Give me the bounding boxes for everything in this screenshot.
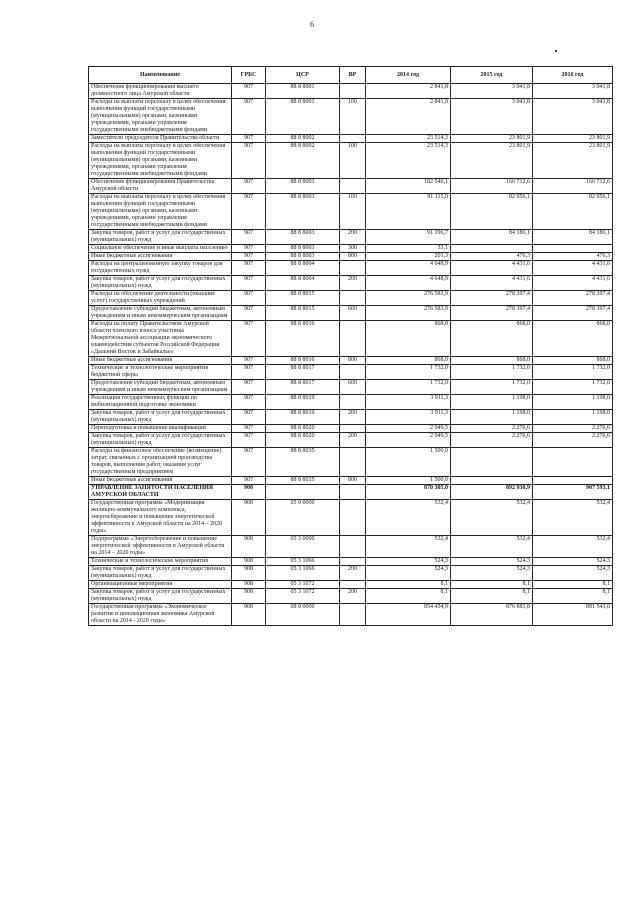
cell-y2016: 82 056,1 — [533, 194, 613, 230]
cell-name: Государственная программа «Модернизация жилищно-коммунального комплекса, энергосбережение и повышение энергетической эффективности в Амурской области на 2014 – 2020 годы» — [89, 500, 232, 536]
cell-csr: 05 3 0000 — [266, 536, 340, 558]
cell-name: Обеспечение функционирования высшего должностного лица Амурской области — [89, 84, 232, 99]
cell-csr: 88 8 8016 — [266, 321, 340, 357]
cell-y2015: 278 397,4 — [451, 291, 533, 306]
cell-y2016: 1 198,0 — [533, 410, 613, 425]
table-row — [89, 194, 613, 230]
cell-y2014: 2 841,8 — [366, 84, 451, 99]
cell-y2014: 532,4 — [366, 500, 451, 536]
cell-y2016: 1 732,0 — [533, 365, 613, 380]
cell-vr — [340, 84, 366, 99]
cell-grbs: 908 — [232, 589, 266, 604]
cell-y2016: 3 041,8 — [533, 99, 613, 135]
cell-name: Закупка товаров, работ и услуг для государственных (муниципальных) нужд — [89, 589, 232, 604]
cell-y2014: 870 305,0 — [366, 485, 451, 500]
cell-y2015: 524,3 — [451, 558, 533, 566]
cell-y2016: 868,0 — [533, 357, 613, 365]
cell-csr: 88 8 8003 — [266, 253, 340, 261]
table-row — [89, 433, 613, 448]
cell-y2015: 1 732,0 — [451, 380, 533, 395]
cell-y2014: 532,4 — [366, 536, 451, 558]
cell-name: Заместители председателя Правительства области — [89, 135, 232, 143]
cell-name: Расходы на централизованную закупку товаров для государственных нужд — [89, 261, 232, 276]
table-row — [89, 230, 613, 245]
table-row — [89, 558, 613, 566]
cell-y2016: 1 732,0 — [533, 380, 613, 395]
cell-y2014: 276 583,9 — [366, 291, 451, 306]
cell-y2014: 1 500,0 — [366, 448, 451, 477]
cell-vr: 800 — [340, 253, 366, 261]
cell-y2016: 8,1 — [533, 581, 613, 589]
cell-vr: 200 — [340, 276, 366, 291]
cell-grbs: 907 — [232, 230, 266, 245]
cell-y2014: 854 454,9 — [366, 604, 451, 626]
cell-y2016: 524,3 — [533, 566, 613, 581]
cell-vr — [340, 291, 366, 306]
budget-table — [88, 66, 613, 626]
cell-y2015: 532,4 — [451, 500, 533, 536]
header-name: Наименование — [89, 67, 232, 84]
cell-y2015: 23 801,9 — [451, 135, 533, 143]
cell-vr — [340, 485, 366, 500]
table-row — [89, 99, 613, 135]
cell-vr: 200 — [340, 566, 366, 581]
cell-vr: 200 — [340, 410, 366, 425]
cell-name: Закупка товаров, работ и услуг для государственных (муниципальных) нужд — [89, 230, 232, 245]
cell-y2016: 4 431,6 — [533, 261, 613, 276]
cell-name: Расходы на выплаты персоналу в целях обеспечения выполнения функций государственными (муниципальными) органами, казенными учреждениями, органами управления государственными внебюджетными фондами — [89, 143, 232, 179]
cell-grbs: 908 — [232, 604, 266, 626]
cell-y2015: 476,3 — [451, 253, 533, 261]
cell-y2016: 532,4 — [533, 500, 613, 536]
table-row — [89, 589, 613, 604]
table-row — [89, 410, 613, 425]
cell-name: Расходы на выплаты персоналу в целях обеспечения выполнения функций государственными (муниципальными) органами, казенными учреждениями, органами управления государственными внебюджетными фондами — [89, 99, 232, 135]
cell-name: Реализация государственных функций по мобилизационной подготовке экономики — [89, 395, 232, 410]
cell-grbs: 907 — [232, 143, 266, 179]
cell-name: Иные бюджетные ассигнования — [89, 357, 232, 365]
cell-y2014: 8,1 — [366, 589, 451, 604]
cell-y2016: 278 397,4 — [533, 291, 613, 306]
cell-vr: 800 — [340, 357, 366, 365]
cell-grbs: 907 — [232, 380, 266, 395]
cell-csr: 05 3 1066 — [266, 566, 340, 581]
cell-name: Переподготовка и повышение квалификации — [89, 425, 232, 433]
cell-grbs: 907 — [232, 291, 266, 306]
cell-name: Технические и технологические мероприятия — [89, 558, 232, 566]
cell-grbs: 907 — [232, 477, 266, 485]
table-row — [89, 536, 613, 558]
cell-vr — [340, 604, 366, 626]
table-row — [89, 395, 613, 410]
cell-csr: 88 8 8016 — [266, 357, 340, 365]
cell-csr: 88 8 8035 — [266, 448, 340, 477]
cell-y2016: 23 801,9 — [533, 143, 613, 179]
cell-y2014: 868,0 — [366, 357, 451, 365]
cell-y2015: 876 881,8 — [451, 604, 533, 626]
cell-y2014: 524,3 — [366, 566, 451, 581]
cell-y2014: 33,1 — [366, 245, 451, 253]
cell-y2014: 2 841,8 — [366, 99, 451, 135]
cell-y2014: 1 732,0 — [366, 380, 451, 395]
cell-y2015: 3 041,8 — [451, 99, 533, 135]
cell-vr — [340, 448, 366, 477]
cell-name: Расходы на выплаты персоналу в целях обеспечения выполнения функций государственными (муниципальными) органами, казенными учреждениями, органами управления государственными внебюджетными фондами — [89, 194, 232, 230]
table-row — [89, 306, 613, 321]
cell-csr: 88 8 8017 — [266, 380, 340, 395]
cell-csr: 05 3 1072 — [266, 581, 340, 589]
cell-y2015 — [451, 448, 533, 477]
table-row — [89, 253, 613, 261]
table-row — [89, 365, 613, 380]
cell-y2016: 907 593,1 — [533, 485, 613, 500]
cell-y2015: 868,0 — [451, 321, 533, 357]
table-row — [89, 84, 613, 99]
cell-y2014: 1 500,0 — [366, 477, 451, 485]
cell-y2015: 532,4 — [451, 536, 533, 558]
cell-csr: 88 8 8004 — [266, 261, 340, 276]
cell-y2014: 2 049,5 — [366, 433, 451, 448]
cell-csr: 88 8 8020 — [266, 433, 340, 448]
cell-y2015: 84 180,1 — [451, 230, 533, 245]
cell-grbs: 907 — [232, 410, 266, 425]
cell-csr: 88 8 8003 — [266, 230, 340, 245]
cell-vr: 300 — [340, 245, 366, 253]
cell-y2016: 476,3 — [533, 253, 613, 261]
cell-grbs: 907 — [232, 365, 266, 380]
cell-vr — [340, 500, 366, 536]
table-row — [89, 425, 613, 433]
cell-name: Обеспечение функционирования Правительства Амурской области — [89, 179, 232, 194]
cell-vr: 100 — [340, 143, 366, 179]
cell-y2016: 278 397,4 — [533, 306, 613, 321]
cell-y2015: 1 732,0 — [451, 365, 533, 380]
cell-grbs: 907 — [232, 395, 266, 410]
table-row — [89, 500, 613, 536]
cell-y2014: 23 514,3 — [366, 143, 451, 179]
cell-csr: 88 8 8019 — [266, 410, 340, 425]
cell-y2016: 2 276,6 — [533, 433, 613, 448]
cell-vr: 200 — [340, 230, 366, 245]
cell-y2016: 84 180,1 — [533, 230, 613, 245]
cell-vr — [340, 261, 366, 276]
cell-y2016 — [533, 477, 613, 485]
cell-y2014: 91 115,0 — [366, 194, 451, 230]
cell-y2016: 3 041,8 — [533, 84, 613, 99]
cell-grbs: 908 — [232, 485, 266, 500]
cell-y2016: 166 712,6 — [533, 179, 613, 194]
table-header-row — [89, 67, 613, 84]
cell-vr — [340, 321, 366, 357]
cell-csr: 88 8 8035 — [266, 477, 340, 485]
cell-grbs: 907 — [232, 84, 266, 99]
cell-y2014: 276 583,9 — [366, 306, 451, 321]
cell-y2015 — [451, 245, 533, 253]
table-body — [89, 84, 613, 626]
cell-grbs: 908 — [232, 500, 266, 536]
table-row — [89, 291, 613, 306]
cell-y2016: 1 198,0 — [533, 395, 613, 410]
cell-grbs: 907 — [232, 276, 266, 291]
cell-name: Иные бюджетные ассигнования — [89, 477, 232, 485]
cell-y2015: 4 431,6 — [451, 276, 533, 291]
cell-name: Закупка товаров, работ и услуг для государственных (муниципальных) нужд — [89, 433, 232, 448]
cell-y2015: 4 431,6 — [451, 261, 533, 276]
cell-name: Расходы на оплату Правительством Амурской области членского взноса участника Межрегиональной ассоциации экономического взаимодействия субъектов Российской Федерации «Дальний Восток и Забайкалье» — [89, 321, 232, 357]
table-row — [89, 380, 613, 395]
cell-csr: 88 8 8015 — [266, 291, 340, 306]
cell-grbs: 907 — [232, 433, 266, 448]
cell-y2014: 3 911,3 — [366, 395, 451, 410]
cell-vr: 600 — [340, 380, 366, 395]
cell-y2016 — [533, 245, 613, 253]
cell-csr: 88 8 8003 — [266, 194, 340, 230]
table-row — [89, 261, 613, 276]
cell-grbs: 908 — [232, 536, 266, 558]
cell-y2014: 4 648,9 — [366, 276, 451, 291]
cell-vr: 200 — [340, 589, 366, 604]
cell-name: Предоставление субсидий бюджетным, автономным учреждениям и иным некоммерческим организациям — [89, 380, 232, 395]
cell-csr: 05 0 0000 — [266, 500, 340, 536]
cell-y2015: 524,3 — [451, 566, 533, 581]
cell-grbs: 907 — [232, 135, 266, 143]
cell-grbs: 907 — [232, 261, 266, 276]
cell-y2014: 2 049,5 — [366, 425, 451, 433]
cell-vr — [340, 536, 366, 558]
header-vr: ВР — [340, 67, 366, 84]
cell-name: Технические и технологические мероприятия бюджетной сферы — [89, 365, 232, 380]
cell-csr — [266, 485, 340, 500]
cell-y2016: 23 801,9 — [533, 135, 613, 143]
cell-csr: 88 8 8002 — [266, 143, 340, 179]
cell-csr: 05 3 1066 — [266, 558, 340, 566]
cell-name: Социальное обеспечение и иные выплаты населению — [89, 245, 232, 253]
cell-name: Подпрограмма «Энергосбережение и повышение энергетической эффективности в Амурской области на 2014 – 2020 годы» — [89, 536, 232, 558]
cell-vr: 100 — [340, 194, 366, 230]
cell-vr — [340, 135, 366, 143]
cell-csr: 88 8 8020 — [266, 425, 340, 433]
cell-y2015: 166 712,6 — [451, 179, 533, 194]
table-row — [89, 135, 613, 143]
cell-name: Иные бюджетные ассигнования — [89, 253, 232, 261]
cell-y2014: 182 546,1 — [366, 179, 451, 194]
cell-name: Расходы на обеспечение деятельности (оказание услуг) государственных учреждений — [89, 291, 232, 306]
cell-y2015: 82 056,1 — [451, 194, 533, 230]
cell-y2015: 868,0 — [451, 357, 533, 365]
cell-vr — [340, 558, 366, 566]
cell-name: Государственная программа «Экономическое развитие и инновационная экономика Амурской области на 2014 - 2020 годы» — [89, 604, 232, 626]
cell-csr: 88 8 8019 — [266, 395, 340, 410]
cell-y2014: 868,0 — [366, 321, 451, 357]
cell-grbs: 907 — [232, 253, 266, 261]
cell-y2015: 1 198,0 — [451, 395, 533, 410]
cell-csr: 88 8 8004 — [266, 276, 340, 291]
cell-csr: 88 8 8001 — [266, 99, 340, 135]
cell-csr: 88 8 8001 — [266, 84, 340, 99]
cell-y2015: 1 198,0 — [451, 410, 533, 425]
cell-grbs: 907 — [232, 179, 266, 194]
header-grbs: ГРБС — [232, 67, 266, 84]
cell-y2015: 3 041,8 — [451, 84, 533, 99]
cell-vr: 600 — [340, 306, 366, 321]
page-number: 6 — [310, 20, 314, 29]
cell-vr — [340, 179, 366, 194]
cell-y2016: 868,0 — [533, 321, 613, 357]
cell-y2016: 891 543,0 — [533, 604, 613, 626]
cell-y2015: 8,1 — [451, 581, 533, 589]
cell-csr: 88 8 8003 — [266, 179, 340, 194]
cell-grbs: 907 — [232, 425, 266, 433]
cell-grbs: 907 — [232, 99, 266, 135]
table-row — [89, 179, 613, 194]
cell-grbs: 908 — [232, 558, 266, 566]
cell-vr: 800 — [340, 477, 366, 485]
cell-vr — [340, 581, 366, 589]
cell-grbs: 907 — [232, 194, 266, 230]
cell-grbs: 907 — [232, 245, 266, 253]
header-2015: 2015 год — [451, 67, 533, 84]
cell-y2014: 3 911,3 — [366, 410, 451, 425]
cell-y2014: 524,3 — [366, 558, 451, 566]
cell-y2016 — [533, 448, 613, 477]
header-csr: ЦСР — [266, 67, 340, 84]
header-2016: 2016 год — [533, 67, 613, 84]
cell-y2015: 278 397,4 — [451, 306, 533, 321]
table-row — [89, 143, 613, 179]
cell-y2014: 4 648,9 — [366, 261, 451, 276]
cell-grbs: 907 — [232, 448, 266, 477]
table-row — [89, 581, 613, 589]
ink-mark — [555, 50, 557, 52]
cell-vr: 100 — [340, 99, 366, 135]
table-row — [89, 477, 613, 485]
cell-y2016: 524,3 — [533, 558, 613, 566]
cell-y2014: 8,1 — [366, 581, 451, 589]
header-2014: 2014 год — [366, 67, 451, 84]
table-row — [89, 566, 613, 581]
cell-y2014: 1 732,0 — [366, 365, 451, 380]
cell-csr: 05 3 1072 — [266, 589, 340, 604]
cell-name: Закупка товаров, работ и услуг для государственных (муниципальных) нужд — [89, 566, 232, 581]
cell-y2015: 23 801,9 — [451, 143, 533, 179]
cell-y2016: 532,4 — [533, 536, 613, 558]
table-row — [89, 448, 613, 477]
cell-csr: 08 0 0000 — [266, 604, 340, 626]
cell-csr: 88 8 8015 — [266, 306, 340, 321]
cell-name: Закупка товаров, работ и услуг для государственных (муниципальных) нужд — [89, 276, 232, 291]
cell-grbs: 907 — [232, 357, 266, 365]
cell-csr: 88 8 8003 — [266, 245, 340, 253]
cell-y2015: 2 276,6 — [451, 433, 533, 448]
cell-y2016: 8,1 — [533, 589, 613, 604]
cell-vr — [340, 365, 366, 380]
cell-y2014: 91 196,7 — [366, 230, 451, 245]
cell-vr — [340, 425, 366, 433]
cell-name: Организационные мероприятия — [89, 581, 232, 589]
cell-y2015 — [451, 477, 533, 485]
cell-vr — [340, 395, 366, 410]
table-row — [89, 604, 613, 626]
cell-y2014: 23 514,3 — [366, 135, 451, 143]
cell-y2016: 2 276,6 — [533, 425, 613, 433]
table-row — [89, 485, 613, 500]
cell-csr: 88 8 8002 — [266, 135, 340, 143]
table-row — [89, 276, 613, 291]
cell-grbs: 907 — [232, 306, 266, 321]
cell-vr: 200 — [340, 433, 366, 448]
cell-y2016: 4 431,6 — [533, 276, 613, 291]
table-row — [89, 357, 613, 365]
cell-y2015: 2 276,6 — [451, 425, 533, 433]
table-row — [89, 321, 613, 357]
cell-csr: 88 8 8017 — [266, 365, 340, 380]
cell-y2015: 8,1 — [451, 589, 533, 604]
cell-name: Предоставление субсидий бюджетным, автономным учреждениям и иным некоммерческим организациям — [89, 306, 232, 321]
cell-y2015: 892 938,9 — [451, 485, 533, 500]
cell-grbs: 908 — [232, 581, 266, 589]
cell-y2014: 201,3 — [366, 253, 451, 261]
cell-name: УПРАВЛЕНИЕ ЗАНЯТОСТИ НАСЕЛЕНИЯ АМУРСКОЙ ОБЛАСТИ — [89, 485, 232, 500]
cell-grbs: 907 — [232, 321, 266, 357]
cell-name: Расходы на финансовое обеспечение (возмещение) затрат, связанных с организацией производства товаров, выполнения работ, оказания услуг государственным предприятием — [89, 448, 232, 477]
cell-grbs: 908 — [232, 566, 266, 581]
table-row — [89, 245, 613, 253]
cell-name: Закупка товаров, работ и услуг для государственных (муниципальных) нужд — [89, 410, 232, 425]
